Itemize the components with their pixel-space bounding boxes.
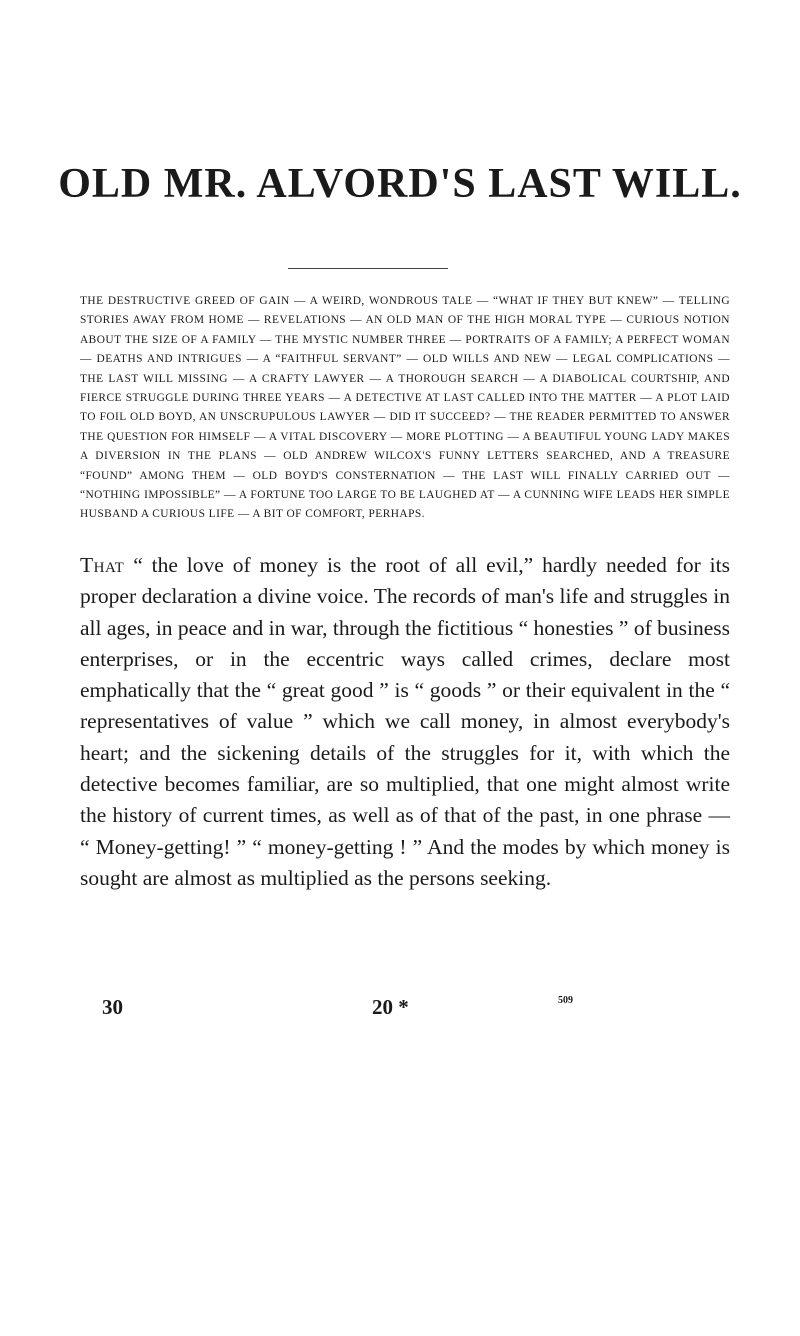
chapter-title: OLD MR. ALVORD'S LAST WILL.: [58, 161, 742, 207]
body-paragraph: [80, 550, 730, 894]
signature-mark-left: 30: [102, 995, 123, 1019]
signature-mark-right: 509: [558, 995, 573, 1006]
title-rule: [288, 268, 448, 269]
paragraph-text: “ the love of money is the root of all evil,” hardly needed for its proper declaration a divine voice. The records of man's life and struggles in all ages, in peace and in war, through the fictitious “ honesties ” of business enterprises, or in the eccentric ways called crimes, declare most emphatically that the “ great good ” is “ goods ” or their equivalent in the “ representatives of value ” which we call money, in almost everybody's heart; and the sickening details of the struggles for it, with which the detective becomes familiar, are so multiplied, that one might almost write the history of current times, as well as of that of the past, in one phrase — “ Money-getting! ” “ money-getting ! ” And the modes by which money is sought are almost as multiplied as the persons seeking.: [80, 553, 730, 890]
signature-mark-mid: 20 *: [372, 995, 409, 1019]
lead-word: That: [80, 553, 125, 577]
page-footer: [0, 995, 800, 1025]
chapter-synopsis: THE DESTRUCTIVE GREED OF GAIN — A WEIRD, WONDROUS TALE — “WHAT IF THEY BUT KNEW” — TELLING STORIES AWAY FROM HOME — REVELATIONS — AN OLD MAN OF THE HIGH MORAL TYPE — CURIOUS NOTION ABOUT THE SIZE OF A FAMILY — THE MYSTIC NUMBER THREE — PORTRAITS OF A FAMILY; A PERFECT WOMAN — DEATHS AND INTRIGUES — A “FAITHFUL SERVANT” — OLD WILLS AND NEW — LEGAL COMPLICATIONS — THE LAST WILL MISSING — A CRAFTY LAWYER — A THOROUGH SEARCH — A DIABOLICAL COURTSHIP, AND FIERCE STRUGGLE DURING THREE YEARS — A DETECTIVE AT LAST CALLED INTO THE MATTER — A PLOT LAID TO FOIL OLD BOYD, AN UNSCRUPULOUS LAWYER — DID IT SUCCEED? — THE READER PERMITTED TO ANSWER THE QUESTION FOR HIMSELF — A VITAL DISCOVERY — MORE PLOTTING — A BEAUTIFUL YOUNG LADY MAKES A DIVERSION IN THE PLANS — OLD ANDREW WILCOX'S FUNNY LETTERS SEARCHED, AND A TREASURE “FOUND” AMONG THEM — OLD BOYD'S CONSTERNATION — THE LAST WILL FINALLY CARRIED OUT — “NOTHING IMPOSSIBLE” — A FORTUNE TOO LARGE TO BE LAUGHED AT — A CUNNING WIFE LEADS HER SIMPLE HUSBAND A CURIOUS LIFE — A BIT OF COMFORT, PERHAPS.: [80, 295, 730, 521]
